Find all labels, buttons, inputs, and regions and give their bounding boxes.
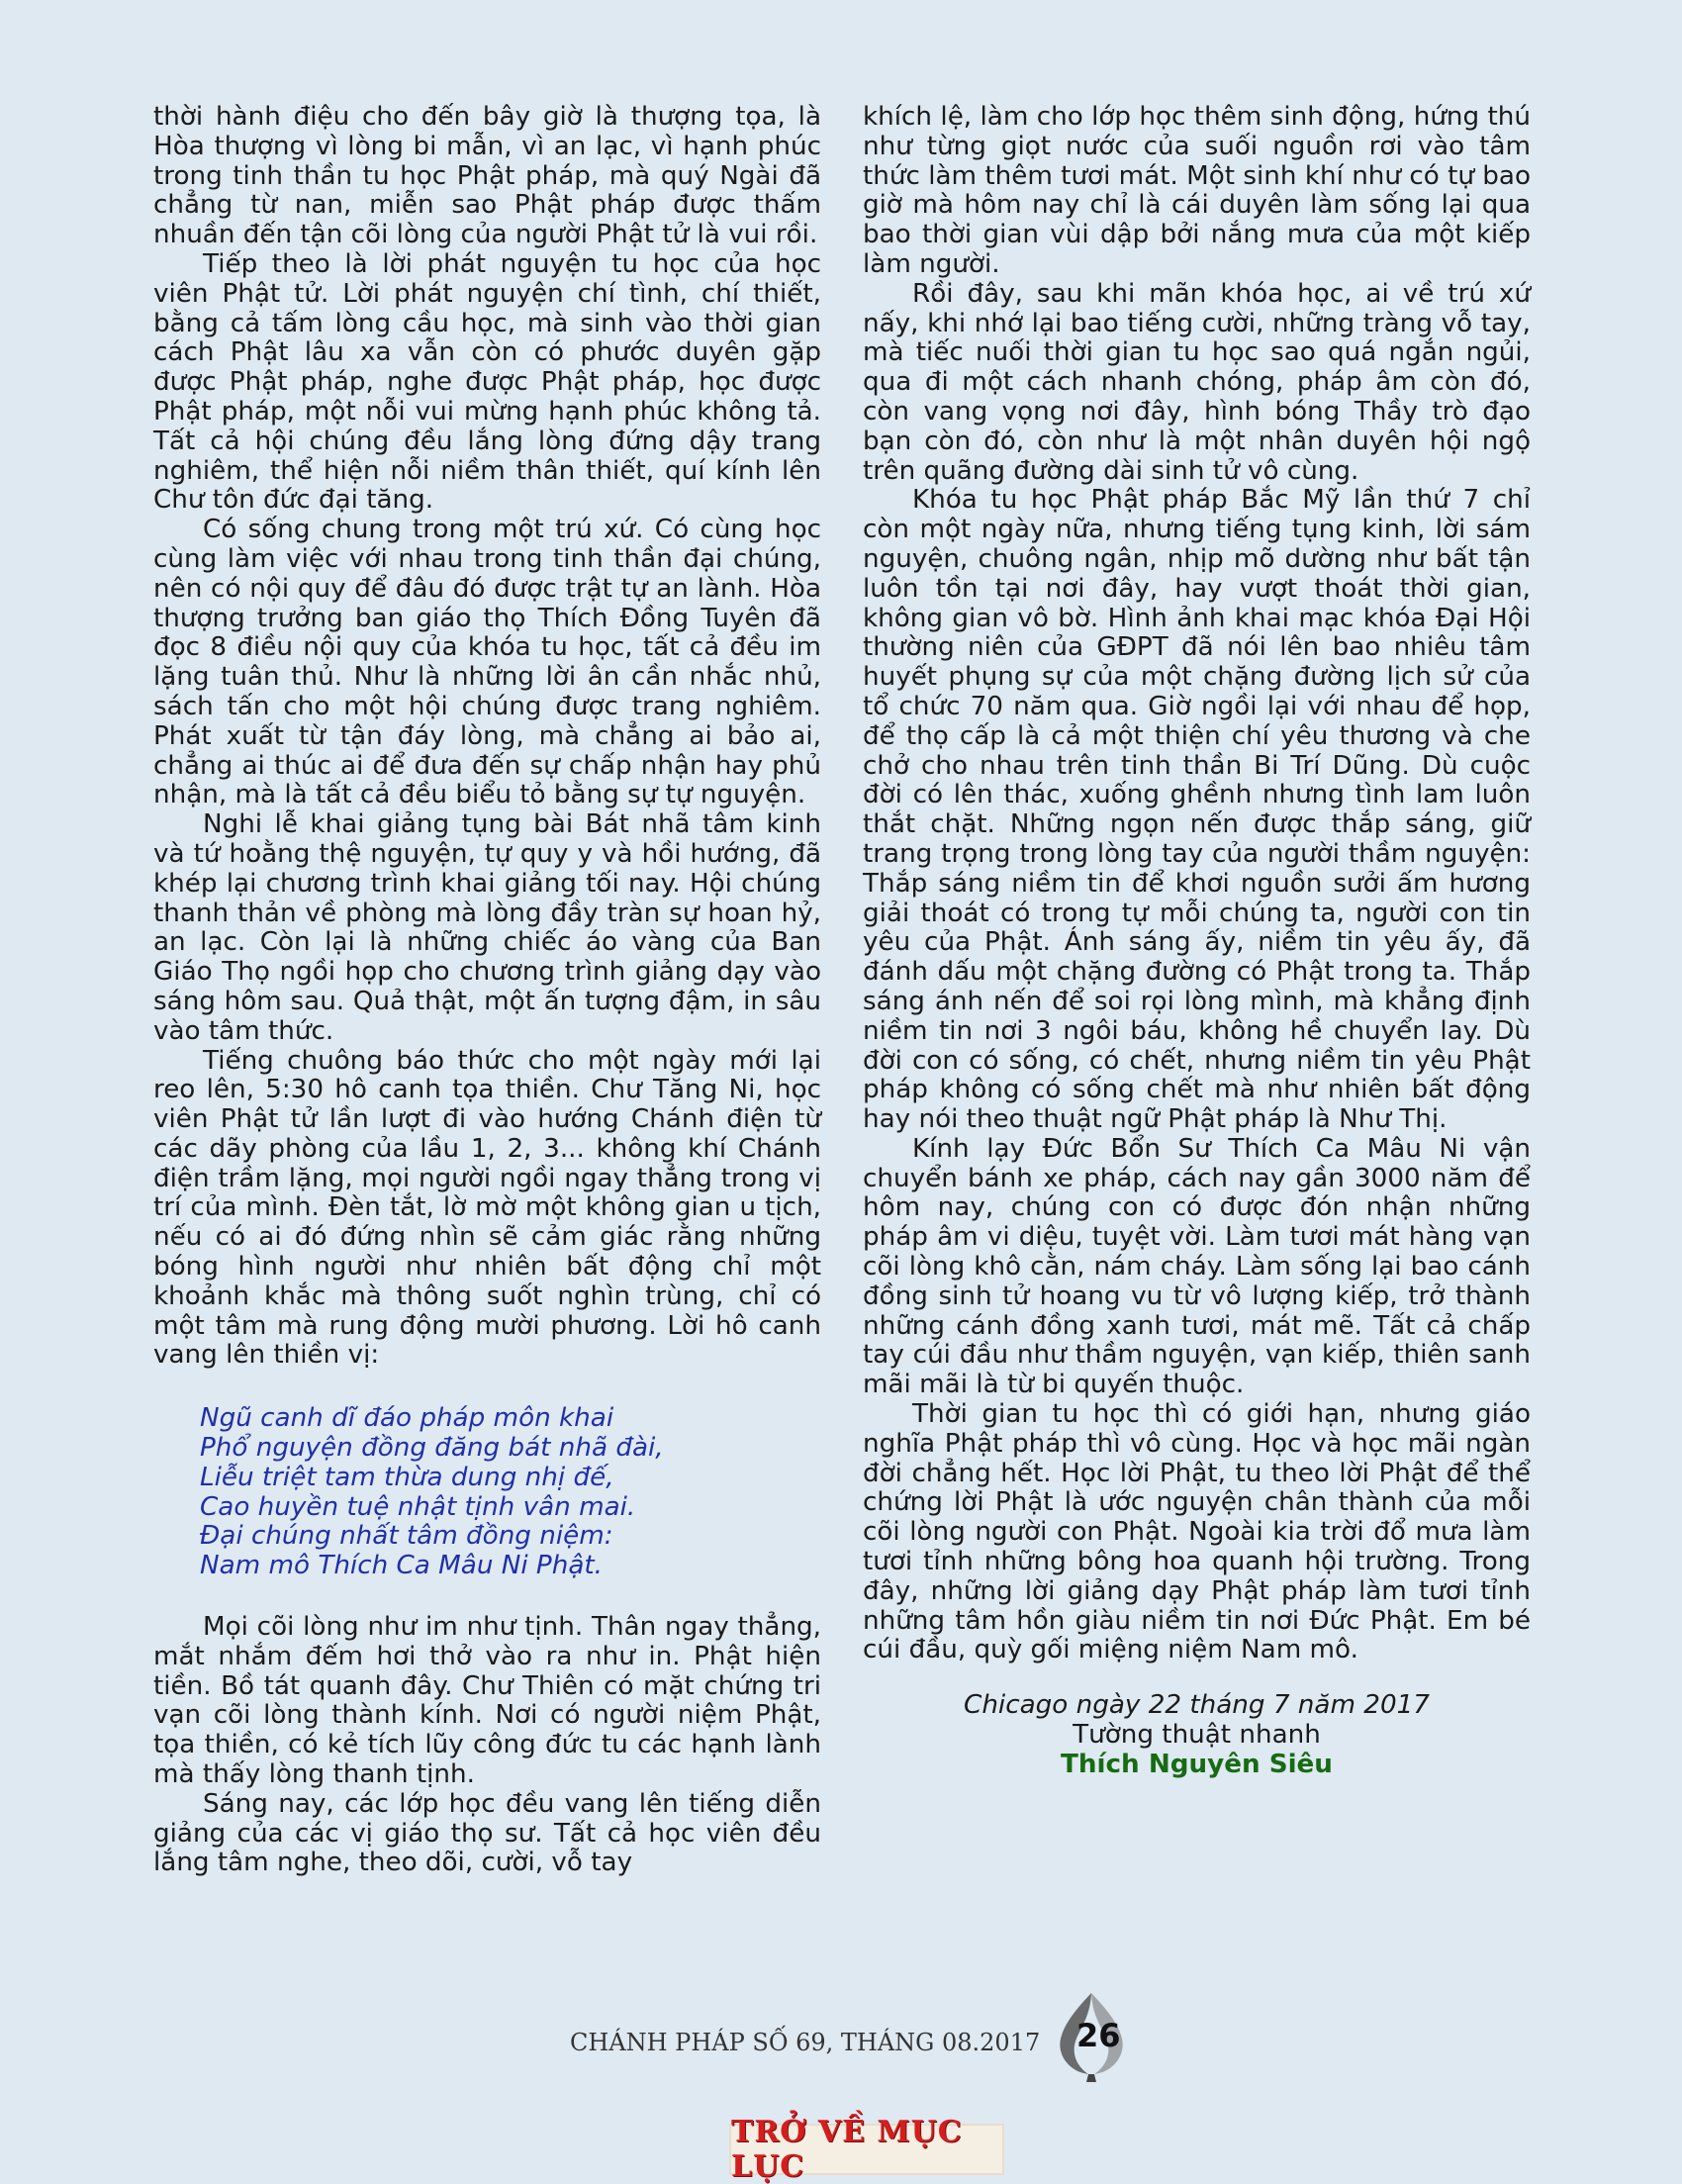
back-to-toc-button[interactable]: TRỞ VỀ MỤC LỤC [729,2124,1004,2175]
paragraph: thời hành điệu cho đến bây giờ là thượng tọa, là Hòa thượng vì lòng bi mẫn, vì an lạc, vì hạnh phúc trong tinh thần tu học Phật pháp, mà quý Ngài đã chẳng từ nan, miễn sao Phật pháp được thấm nhuần đến tận cõi lòng của người Phật tử là vui rồi. [153,102,821,250]
poem-line: Cao huyền tuệ nhật tịnh vân mai. [200,1491,636,1522]
paragraph: Thời gian tu học thì có giới hạn, nhưng giáo nghĩa Phật pháp thì vô cùng. Học và học mãi ngàn đời chẳng hết. Học lời Phật, tu theo lời Phật để thể chứng lời Phật là ước nguyện chân thành của mỗi cõi lòng người con Phật. Ngoài kia trời đổ mưa làm tươi tỉnh những bông hoa quanh hội trường. Trong đây, những lời giảng dạy Phật pháp làm tươi tỉnh những tâm hồn giàu niềm tin nơi Đức Phật. Em bé cúi đầu, quỳ gối miệng niệm Nam mô. [863,1399,1531,1665]
signature [863,1691,1531,1779]
left-column [153,103,821,1878]
paragraph: Có sống chung trong một trú xứ. Có cùng học cùng làm việc với nhau trong tinh thần đại chúng, nên có nội quy để đâu đó được trật tự an lành. Hòa thượng trưởng ban giáo thọ Thích Đồng Tuyên đã đọc 8 điều nội quy của khóa tu học, tất cả đều im lặng tuân thủ. Như là những lời ân cần nhắc nhủ, sách tấn cho một hội chúng được trang nghiêm. Phát xuất từ tận đáy lòng, mà chẳng ai bảo ai, chẳng ai thúc ai để đưa đến sự chấp nhận hay phủ nhận, mà là tất cả đều biểu tỏ bằng sự tự nguyện. [153,515,821,810]
signature-date: Chicago ngày 22 tháng 7 năm 2017 [964,1690,1430,1721]
paragraph: Mọi cõi lòng như im như tịnh. Thân ngay thẳng, mắt nhắm đếm hơi thở vào ra như in. Phật hiện tiền. Bồ tát quanh đây. Chư Thiên có mặt chứng tri vạn cõi lòng thành kính. Nơi có người niệm Phật, tọa thiền, có kẻ tích lũy công đức tu các hạnh lành mà thấy lòng thanh tịnh. [153,1612,821,1790]
signature-author: Thích Nguyên Siêu [1061,1749,1333,1779]
poem-line: Phổ nguyện đồng đăng bát nhã đài, [200,1433,664,1464]
paragraph: Rồi đây, sau khi mãn khóa học, ai về trú xứ nấy, khi nhớ lại bao tiếng cười, những tràng vỗ tay, mà tiếc nuối thời gian tu học sao quá ngắn ngủi, qua đi một cách nhanh chóng, pháp âm còn đó, còn vang vọng nơi đây, hình bóng Thầy trò đạo bạn còn đó, còn như là một nhân duyên hội ngộ trên quãng đường dài sinh tử vô cùng. [863,278,1531,486]
paragraph: Sáng nay, các lớp học đều vang lên tiếng diễn giảng của các vị giáo thọ sư. Tất cả học viên đều lắng tâm nghe, theo dõi, cười, vỗ tay [153,1788,821,1878]
publication-footer: CHÁNH PHÁP SỐ 69, THÁNG 08.2017 [570,2029,1041,2056]
paragraph: Kính lạy Đức Bổn Sư Thích Ca Mâu Ni vận chuyển bánh xe pháp, cách nay gần 3000 năm để hôm nay, chúng con có được đón nhận những pháp âm vi diệu, tuyệt vời. Làm tươi mát hàng vạn cõi lòng khô cằn, nám cháy. Làm sống lại bao cánh đồng sinh tử hoang vu từ vô lượng kiếp, trở thành những cánh đồng xanh tươi, mát mẽ. Tất cả chấp tay cúi đầu như thầm nguyện, vạn kiếp, thiên sanh mãi mãi là từ bi quyến thuộc. [863,1133,1531,1400]
paragraph: Nghi lễ khai giảng tụng bài Bát nhã tâm kinh và tứ hoằng thệ nguyện, tự quy y và hồi hướng, đã khép lại chương trình khai giảng tối nay. Hội chúng thanh thản về phòng mà lòng đầy tràn sự hoan hỷ, an lạc. Còn lại là những chiếc áo vàng của Ban Giáo Thọ ngồi họp cho chương trình giảng dạy vào sáng hôm sau. Quả thật, một ấn tượng đậm, in sâu vào tâm thức. [153,809,821,1046]
signature-note: Tường thuật nhanh [1073,1720,1321,1751]
paragraph: Khóa tu học Phật pháp Bắc Mỹ lần thứ 7 chỉ còn một ngày nữa, nhưng tiếng tụng kinh, lời sám nguyện, chuông ngân, nhịp mõ dường như bất tận luôn tồn tại nơi đây, hay vượt thoát thời gian, không gian vô bờ. Hình ảnh khai mạc khóa Đại Hội thường niên của GĐPT đã nói lên bao nhiêu tâm huyết phụng sự của một chặng đường lịch sử của tổ chức 70 năm qua. Giờ ngồi lại với nhau để họp, để thọ cấp là cả một thiện chí yêu thương và che chở cho nhau trên tinh thần Bi Trí Dũng. Dù cuộc đời có lên thác, xuống ghềnh nhưng tình lam luôn thắt chặt. Những ngọn nến được thắp sáng, giữ trang trọng trong lòng tay của người thầm nguyện: Thắp sáng niềm tin để khơi nguồn sưởi ấm hương giải thoát có trong tự mỗi chúng ta, người con tin yêu của Phật. Ánh sáng ấy, niềm tin yêu ấy, đã đánh dấu một chặng đường có Phật trong ta. Thắp sáng ánh nến để soi rọi lòng mình, mà khẳng định niềm tin nơi 3 ngôi báu, không hề chuyển lay. Dù đời con có sống, có chết, nhưng niềm tin yêu Phật pháp không có sống chết mà như nhiên bất động hay nói theo thuật ngữ Phật pháp là Như Thị. [863,485,1531,1135]
poem [200,1404,821,1581]
poem-line: Liễu triệt tam thừa dung nhị đế, [200,1462,614,1492]
poem-line: Đại chúng nhất tâm đồng niệm: [200,1521,613,1552]
paragraph: Tiếp theo là lời phát nguyện tu học của học viên Phật tử. Lời phát nguyện chí tình, chí thiết, bằng cả tấm lòng cầu học, mà sinh vào thời gian cách Phật lâu xa vẫn còn có phước duyên gặp được Phật pháp, nghe được Phật pháp, học được Phật pháp, một nỗi vui mừng hạnh phúc không tả. Tất cả hội chúng đều lắng lòng đứng dậy trang nghiêm, thể hiện nỗi niềm thân thiết, quí kính lên Chư tôn đức đại tăng. [153,248,821,516]
right-column [863,103,1531,1780]
page-number: 26 [1076,2017,1121,2054]
paragraph: Tiếng chuông báo thức cho một ngày mới lại reo lên, 5:30 hô canh tọa thiền. Chư Tăng Ni, học viên Phật tử lần lượt đi vào hướng Chánh điện từ các dãy phòng của lầu 1, 2, 3... không khí Chánh điện trầm lặng, mọi người ngồi ngay thẳng trong vị trí của mình. Đèn tắt, lờ mờ một không gian u tịch, nếu có ai đó đứng nhìn sẽ cảm giác rằng những bóng hình người như nhiên bất động chỉ một khoảnh khắc mà thông suốt nghìn trùng, chỉ có một tâm mà rung động mười phương. Lời hô canh vang lên thiền vị: [153,1045,821,1371]
poem-line: Nam mô Thích Ca Mâu Ni Phật. [200,1551,603,1581]
poem-line: Ngũ canh dĩ đáo pháp môn khai [200,1403,614,1434]
paragraph: khích lệ, làm cho lớp học thêm sinh động, hứng thú như từng giọt nước của suối nguồn rơi vào tâm thức làm thêm tươi mát. Một sinh khí như có tự bao giờ mà hôm nay chỉ là cái duyên làm sống lại qua bao thời gian vùi dập bởi nắng mưa của một kiếp làm người. [863,102,1531,279]
